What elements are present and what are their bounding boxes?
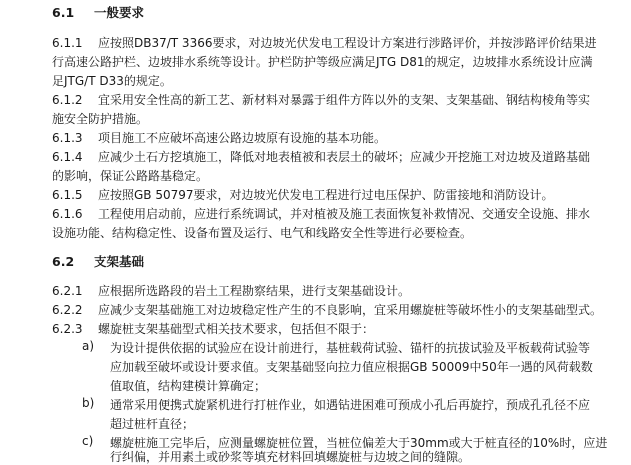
clause-6-1-6-line-1 bbox=[52, 205, 590, 222]
item-marker: c) bbox=[82, 434, 94, 448]
item-c-marker-line bbox=[82, 434, 96, 448]
item-b-text-line-1: 通常采用便携式旋紧机进行打桩作业，如遇钻进困难可预成小孔后再旋拧，预成孔孔径不应 bbox=[110, 398, 591, 412]
clause-number: 6.2.2 bbox=[52, 303, 83, 317]
clause-6-2-1 bbox=[52, 282, 410, 299]
clause-text: 螺旋桩支架基础型式相关技术要求，包括但不限于： bbox=[98, 322, 375, 336]
clause-text: 应按照GB 50797要求，对边坡光伏发电工程进行过电压保护、防雷接地和消防设计。 bbox=[98, 188, 554, 202]
clause-6-1-3 bbox=[52, 129, 386, 146]
clause-number: 6.1.1 bbox=[52, 36, 83, 50]
clause-text: 宜采用安全性高的新工艺、新材料对暴露于组件方阵以外的支架、支架基础、钢结构棱角等实 bbox=[98, 93, 591, 107]
clause-number: 6.1.3 bbox=[52, 131, 83, 145]
section-title: 一般要求 bbox=[94, 5, 145, 20]
clause-6-1-2-line-1 bbox=[52, 91, 590, 108]
clause-6-1-1-line-3: 足JTG/T D33的规定。 bbox=[52, 74, 172, 88]
clause-6-1-1-line-2: 行高速公路护栏、边坡排水系统等设计。护栏防护等级应满足JTG D81的规定，边坡排水系统设计应满 bbox=[52, 55, 593, 69]
clause-number: 6.1.5 bbox=[52, 188, 83, 202]
clause-number: 6.1.6 bbox=[52, 207, 83, 221]
item-c-text-line-2: 行纠偏，并用素土或砂浆等填充材料回填螺旋桩与边坡之间的缝隙。 bbox=[110, 450, 471, 464]
item-b-text-line-2: 超过桩杆直径； bbox=[110, 417, 195, 431]
item-a-text-line-2: 应加载至破坏或设计要求值。支架基础竖向拉力值应根据GB 50009中50年一遇的风荷载数 bbox=[110, 360, 593, 374]
clause-number: 6.1.2 bbox=[52, 93, 83, 107]
item-c-text-line-1: 螺旋桩施工完毕后，应测量螺旋桩位置，当桩位偏差大于30mm或大于桩直径的10%时，应进 bbox=[110, 436, 608, 450]
item-marker: b) bbox=[82, 396, 95, 410]
clause-number: 6.2.1 bbox=[52, 284, 83, 298]
clause-text: 项目施工不应破坏高速公路边坡原有设施的基本功能。 bbox=[98, 131, 387, 145]
section-title: 支架基础 bbox=[94, 254, 145, 269]
clause-6-1-1-line-1 bbox=[52, 34, 596, 51]
item-a-text-line-1: 为设计提供依据的试验应在设计前进行，基桩载荷试验、锚杆的抗拔试验及平板载荷试验等 bbox=[110, 341, 591, 355]
item-a-line-1 bbox=[82, 339, 96, 353]
clause-text: 应按照DB37/T 3366要求，对边坡光伏发电工程设计方案进行涉路评价，并按涉路评价结果进 bbox=[98, 36, 597, 50]
clause-6-1-5 bbox=[52, 186, 554, 203]
item-a-text-line-3: 值取值，结构建模计算确定； bbox=[110, 379, 267, 393]
clause-6-1-4-line-2: 的影响，保证公路路基稳定。 bbox=[52, 169, 209, 183]
clause-text: 应减少土石方挖填施工，降低对地表植被和表层土的破坏；应减少开挖施工对边坡及道路基础 bbox=[98, 150, 591, 164]
clause-number: 6.1.4 bbox=[52, 150, 83, 164]
clause-6-1-2-line-2: 施安全防护措施。 bbox=[52, 112, 149, 126]
clause-text: 工程使用启动前，应进行系统调试，并对植被及施工表面恢复补救情况、交通安全设施、排水 bbox=[98, 207, 591, 221]
clause-text: 应根据所选路段的岩土工程勘察结果，进行支架基础设计。 bbox=[98, 284, 411, 298]
clause-text: 应减少支架基础施工对边坡稳定性产生的不良影响，宜采用螺旋桩等破坏性小的支架基础型式。 bbox=[98, 303, 603, 317]
clause-6-1-6-line-2: 设施功能、结构稳定性、设备布置及运行、电气和线路安全性等进行必要检查。 bbox=[52, 226, 473, 240]
clause-6-1-4-line-1 bbox=[52, 148, 590, 165]
section-number: 6.1 bbox=[52, 5, 75, 20]
section-number: 6.2 bbox=[52, 254, 75, 269]
item-b-marker-line bbox=[82, 396, 96, 410]
section-heading-6-2 bbox=[52, 252, 144, 270]
item-marker: a) bbox=[82, 339, 95, 353]
clause-6-2-3 bbox=[52, 320, 374, 337]
section-heading-6-1 bbox=[52, 3, 144, 21]
clause-number: 6.2.3 bbox=[52, 322, 83, 336]
clause-6-2-2 bbox=[52, 301, 602, 318]
